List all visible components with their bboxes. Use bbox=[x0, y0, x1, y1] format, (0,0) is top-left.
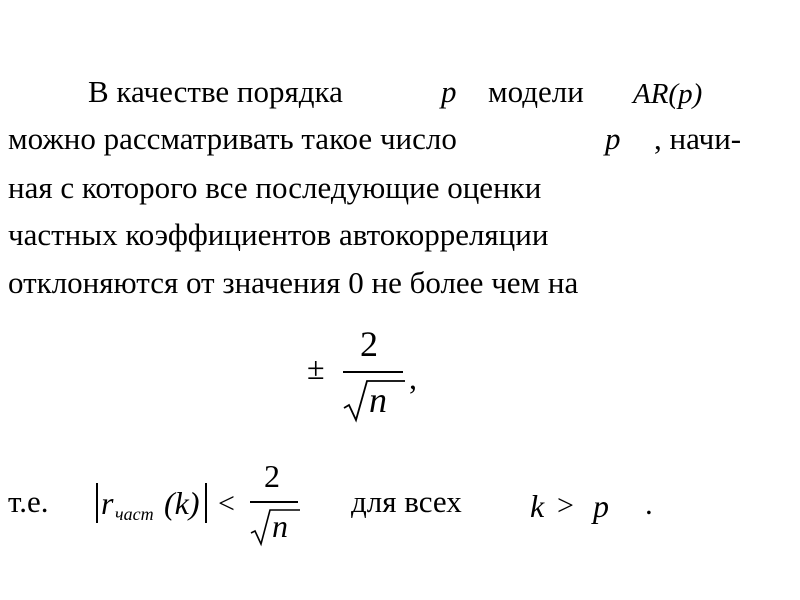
p-variable: p bbox=[593, 488, 609, 524]
r-argument: (k) bbox=[164, 485, 200, 521]
line4-text: частных коэффициентов автокорреляции bbox=[8, 217, 549, 252]
line3-text: ная с которого все последующие оценки bbox=[8, 170, 542, 205]
cond-numerator: 2 bbox=[264, 458, 280, 494]
line1-text: В качестве порядка bbox=[88, 74, 343, 109]
final-dot: . bbox=[645, 486, 653, 521]
r-symbol: r bbox=[101, 485, 114, 521]
abs-bar-right bbox=[205, 483, 207, 523]
cond-fraction-bar bbox=[250, 501, 298, 503]
line2-text: можно рассматривать такое число bbox=[8, 121, 457, 156]
paragraph-line-1 bbox=[88, 74, 343, 110]
line1-ar-p: AR(p) bbox=[633, 78, 703, 110]
for-all-text: для всех bbox=[351, 484, 462, 519]
bound-denominator-n: n bbox=[369, 380, 387, 420]
abs-bar-left bbox=[96, 483, 98, 523]
plus-minus-sign: ± bbox=[307, 350, 325, 386]
line5-text: отклоняются от значения 0 не более чем на bbox=[8, 265, 579, 300]
line2-var-p: p bbox=[605, 121, 621, 156]
bound-numerator: 2 bbox=[360, 324, 378, 364]
bound-fraction-bar bbox=[343, 371, 403, 373]
k-variable: k bbox=[530, 488, 545, 524]
line1-var-p: p bbox=[441, 74, 457, 109]
greater-than-sign: > bbox=[557, 489, 574, 522]
line2-text-2: , начи- bbox=[654, 121, 742, 156]
condition-prefix: т.е. bbox=[8, 484, 49, 519]
bound-comma: , bbox=[409, 360, 417, 396]
cond-denominator-n: n bbox=[272, 508, 288, 544]
less-than-sign: < bbox=[218, 487, 235, 520]
r-subscript: част bbox=[115, 504, 154, 524]
line1-text-2: модели bbox=[488, 74, 584, 109]
